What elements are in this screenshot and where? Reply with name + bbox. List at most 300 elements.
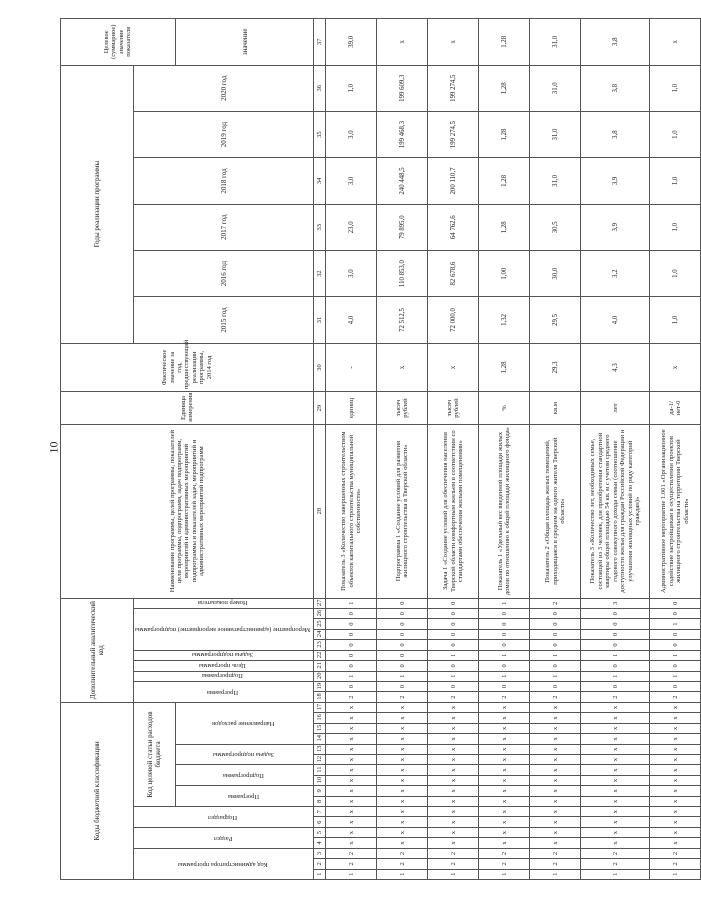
code-cell: 0 [530,640,581,650]
year-value: 240 448,5 [377,158,428,204]
year-value: 30,0 [530,250,581,296]
code-cell: х [428,702,479,712]
row-target: 31,0 [530,19,581,66]
code-cell: 0 [581,661,650,671]
code-cell: 1 [326,671,377,681]
landscape-sheet [60,18,691,880]
code-cell: 0 [428,598,479,608]
code-cell: х [377,786,428,796]
code-cell: 2 [428,848,479,858]
code-cell: 0 [479,681,530,691]
code-cell: х [377,754,428,764]
column-number: 33 [314,204,326,250]
code-cell: 0 [377,629,428,639]
year-value: 199 274,5 [428,65,479,111]
code-cell: 0 [377,608,428,618]
column-number: 2 [314,859,326,869]
code-cell: х [377,775,428,785]
code-cell: 1 [377,671,428,681]
code-cell: 0 [650,640,701,650]
code-cell: х [479,827,530,837]
row-unit: тысяч рублей [428,392,479,424]
column-number: 21 [314,661,326,671]
code-cell: х [581,838,650,848]
year-value: 199 609,3 [377,65,428,111]
column-number: 31 [314,297,326,343]
row-name: Административное мероприятие 1.001 «Организационное содействие застройщикам в осуществлении проектов жилищного строительства на территории Тверской области» [650,424,701,598]
code-cell: х [530,796,581,806]
column-number: 22 [314,650,326,660]
column-number: 11 [314,765,326,775]
code-cell: 3 [581,598,650,608]
code-cell: 0 [479,629,530,639]
row-unit: тысяч рублей [377,392,428,424]
code-cell: 0 [650,661,701,671]
a-event-header [134,608,314,650]
a-program-header-label: Программа [207,688,239,696]
column-number: 10 [314,775,326,785]
year-value: 3,2 [581,250,650,296]
year-value: 29,5 [530,297,581,343]
year-value: 1,32 [479,297,530,343]
code-cell: 1 [326,869,377,879]
value-header: значение [175,19,314,66]
subsection-header [134,807,314,828]
code-cell: 1 [377,869,428,879]
code-cell: х [581,713,650,723]
code-cell: х [377,702,428,712]
code-cell: 2 [326,692,377,702]
column-number: 34 [314,158,326,204]
code-cell: х [479,786,530,796]
name-header: Наименование программы, целей программы, показателей цели программы, подпрограмм, задач подпрограмм, мероприятий и административных мероприятий подпрограммы и показателей задач, мероприятий и административных мероприятий подпрограмм [61,424,314,598]
code-cell: 1 [479,671,530,681]
code-cell: х [581,786,650,796]
code-cell: х [377,817,428,827]
code-cell: х [428,827,479,837]
column-number: 6 [314,817,326,827]
years-header: Годы реализации программы [61,65,134,343]
column-number: 18 [314,692,326,702]
code-cell: 1 [581,671,650,681]
code-cell: х [428,744,479,754]
row-unit: кв.м [530,392,581,424]
budget-codes-header: Коды бюджетной классификации [61,702,134,879]
code-cell: 2 [530,692,581,702]
code-cell: х [650,734,701,744]
row-fact: х [428,343,479,392]
code-cell: х [377,838,428,848]
column-number: 20 [314,671,326,681]
code-cell: 1 [428,650,479,660]
code-cell: х [650,723,701,733]
code-cell: 1 [428,671,479,681]
code-cell: 0 [326,619,377,629]
code-cell: х [530,775,581,785]
row-fact: 29,3 [530,343,581,392]
code-cell: х [530,734,581,744]
code-cell: 0 [650,629,701,639]
code-cell: 0 [377,681,428,691]
code-cell: 0 [377,650,428,660]
row-name: Задача 1 «Создание условий для обеспечения населения Тверской области комфортным жильем в соответствии со стандартами обеспечения жилыми помещениями» [428,424,479,598]
code-cell: х [581,723,650,733]
a-indicator-header [134,598,314,608]
program-header [175,786,314,807]
code-cell: х [326,734,377,744]
code-cell: 0 [377,661,428,671]
code-cell: х [377,827,428,837]
code-cell: 2 [530,859,581,869]
code-cell: 0 [581,608,650,618]
a-indicator-header-label: Номер показателя [197,598,248,606]
code-cell: х [377,807,428,817]
code-cell: 1 [581,650,650,660]
code-cell: х [326,786,377,796]
year-value: 64 762,6 [428,204,479,250]
row-fact: 1,28 [479,343,530,392]
row-target: 3,8 [581,19,650,66]
code-cell: х [479,817,530,827]
subsection-header-label: Подраздел [208,813,238,821]
unit-header: Единица измерения [61,392,314,424]
code-cell: х [650,807,701,817]
subprogram-header [175,765,314,786]
row-fact: - [326,343,377,392]
column-number: 37 [314,19,326,66]
year-value: 31,0 [530,111,581,157]
code-cell: 1 [650,671,701,681]
code-cell: х [530,838,581,848]
code-cell: х [530,754,581,764]
code-cell: 2 [377,859,428,869]
code-cell: х [650,827,701,837]
code-cell: 1 [650,869,701,879]
code-cell: х [479,713,530,723]
subprogram-task-header-label: Задача подпрограммы [213,751,275,759]
code-cell: 0 [650,598,701,608]
code-cell: х [530,807,581,817]
code-cell: х [650,817,701,827]
row-name: Показатель 3 «Количество лет, необходимых семье, состоящей из 3 человек, для приобретения стандартной квартиры общей площадью 54 кв. м с учетом среднего годового совокупного дохода семьи (соотношение доступности жилья для граждан Российской Федерации и улучшения жилищных условий по ряду категорий граждан)» [581,424,650,598]
column-number: 9 [314,786,326,796]
code-cell: 1 [650,619,701,629]
column-number: 36 [314,65,326,111]
code-cell: 1 [650,650,701,660]
code-cell: х [479,765,530,775]
year-y2018-header: 2018 год [134,158,314,204]
column-number: 26 [314,608,326,618]
code-cell: х [428,734,479,744]
code-cell: х [650,775,701,785]
code-cell: 1 [530,671,581,681]
row-name: Показатель 1 «Удельный вес введенной площади жилых домов по отношению к общей площади жилищного фонда» [479,424,530,598]
column-number: 13 [314,744,326,754]
column-number: 27 [314,598,326,608]
year-value: 3,0 [326,250,377,296]
row-name: Подпрограмма 1 «Создание условий для развития жилищного строительства в Тверской области» [377,424,428,598]
code-cell: 2 [479,859,530,869]
code-cell: х [428,817,479,827]
row-fact: 4,3 [581,343,650,392]
column-number: 30 [314,343,326,392]
a-program-header [134,681,314,702]
year-y2017-header: 2017 год [134,204,314,250]
a-task-header-label: Задача подпрограммы [192,651,254,659]
code-cell: 1 [479,598,530,608]
code-cell: 0 [377,640,428,650]
year-value: 1,0 [650,204,701,250]
code-cell: 0 [326,629,377,639]
a-goal-header [134,661,314,671]
section-header [134,827,314,848]
code-cell: 0 [377,598,428,608]
code-cell: х [581,765,650,775]
column-number: 1 [314,869,326,879]
row-unit: да-1/ нет-0 [650,392,701,424]
code-cell: 0 [479,608,530,618]
column-number: 16 [314,713,326,723]
year-y2015-header: 2015 год [134,297,314,343]
year-value: 110 853,0 [377,250,428,296]
code-cell: х [326,702,377,712]
code-cell: х [581,702,650,712]
code-cell: х [650,765,701,775]
code-cell: х [377,734,428,744]
year-y2016-header: 2016 год [134,250,314,296]
column-number: 29 [314,392,326,424]
column-number: 35 [314,111,326,157]
row-unit: лет [581,392,650,424]
code-cell: х [428,796,479,806]
table-row [581,19,650,880]
code-cell: х [581,744,650,754]
code-cell: х [377,713,428,723]
code-cell: х [326,744,377,754]
code-cell: х [581,827,650,837]
expense-direction-header [175,702,314,744]
year-value: 82 678,6 [428,250,479,296]
expense-direction-header-label: Направление расходов [212,719,275,727]
table-row [377,19,428,880]
code-cell: х [479,702,530,712]
code-cell: 2 [377,692,428,702]
code-cell: х [479,775,530,785]
code-cell: х [581,775,650,785]
code-cell: 0 [581,681,650,691]
admin-code-header-label: Код администратора программы [177,860,268,868]
code-cell: х [581,796,650,806]
code-cell: х [326,838,377,848]
row-name: Показатель 3 «Количество завершенных строительством объектов капитального строительства муниципальной собственности» [326,424,377,598]
year-value: 3,8 [581,65,650,111]
year-value: 199 468,3 [377,111,428,157]
year-value: 31,0 [530,158,581,204]
code-cell: х [530,744,581,754]
row-unit: % [479,392,530,424]
year-value: 199 274,5 [428,111,479,157]
code-cell: х [428,838,479,848]
code-cell: х [581,817,650,827]
code-cell: 1 [581,869,650,879]
code-cell: х [428,775,479,785]
code-cell: х [428,765,479,775]
code-cell: 0 [326,640,377,650]
fact-header: Фактическое значение за год, предшествующий реализации программы, 2014 год [61,343,314,392]
year-value: 3,8 [581,111,650,157]
column-number: 15 [314,723,326,733]
column-number: 24 [314,629,326,639]
code-cell: х [650,796,701,806]
column-number: 32 [314,250,326,296]
code-cell: х [530,702,581,712]
target-article-header: Код целевой статьи расходов бюджета [134,702,176,806]
code-cell: х [581,807,650,817]
row-target: 1,28 [479,19,530,66]
column-number: 19 [314,681,326,691]
code-cell: х [530,713,581,723]
code-cell: 2 [428,692,479,702]
code-cell: х [530,765,581,775]
code-cell: х [428,786,479,796]
code-cell: 2 [326,848,377,858]
rotated-table-stage [60,18,691,880]
column-number: 23 [314,640,326,650]
code-cell: 0 [650,608,701,618]
code-cell: х [479,754,530,764]
code-cell: 0 [581,640,650,650]
table-row [326,19,377,880]
page-number: 10 [46,441,61,454]
code-cell: 1 [530,650,581,660]
row-unit: единиц [326,392,377,424]
code-cell: 2 [530,848,581,858]
code-cell: 0 [530,661,581,671]
code-cell: х [650,754,701,764]
year-value: 4,0 [581,297,650,343]
code-cell: 2 [650,859,701,869]
column-number: 14 [314,734,326,744]
column-number: 17 [314,702,326,712]
code-cell: х [377,765,428,775]
code-cell: х [479,723,530,733]
code-cell: 2 [581,692,650,702]
code-cell: 0 [530,619,581,629]
year-value: 72 512,5 [377,297,428,343]
column-number: 12 [314,754,326,764]
target-header: Целевое (суммарное) значение показателя [61,19,176,66]
code-cell: 0 [428,619,479,629]
a-task-header [134,650,314,660]
code-cell: 0 [377,619,428,629]
code-cell: 1 [479,650,530,660]
code-cell: 0 [428,681,479,691]
column-number: 7 [314,807,326,817]
column-number: 3 [314,848,326,858]
year-value: 3,9 [581,158,650,204]
column-number-row [314,19,326,880]
subprogram-task-header [175,744,314,765]
code-cell: 0 [530,608,581,618]
column-number: 5 [314,827,326,837]
code-cell: 2 [581,859,650,869]
code-cell: х [650,744,701,754]
row-target: х [428,19,479,66]
code-cell: 2 [428,859,479,869]
code-cell: х [650,838,701,848]
code-cell: х [428,754,479,764]
code-cell: 2 [479,848,530,858]
additional-codes-header: Дополнительный аналитический код [61,598,134,702]
code-cell: 2 [326,859,377,869]
code-cell: 0 [428,608,479,618]
code-cell: 0 [326,681,377,691]
code-cell: х [326,827,377,837]
a-subprogram-header-label: Подпрограмма [202,671,244,679]
year-value: 200 110,7 [428,158,479,204]
year-value: 1,28 [479,158,530,204]
code-cell: 2 [377,848,428,858]
code-cell: 0 [428,640,479,650]
row-name: Показатель 2 «Общая площадь жилых помещений, приходящаяся в среднем на одного жителя Тверской области» [530,424,581,598]
code-cell: 1 [479,869,530,879]
year-value: 1,0 [650,65,701,111]
code-cell: х [479,838,530,848]
year-y2019-header: 2019 год [134,111,314,157]
code-cell: х [326,817,377,827]
code-cell: х [650,713,701,723]
year-value: 1,0 [650,250,701,296]
program-header-label: Программа [228,792,260,800]
year-value: 3,9 [581,204,650,250]
row-fact: х [377,343,428,392]
code-cell: х [581,734,650,744]
code-cell: 0 [326,661,377,671]
year-value: 1,28 [479,65,530,111]
code-cell: х [650,786,701,796]
code-cell: 2 [581,848,650,858]
code-cell: х [326,765,377,775]
code-cell: 0 [581,619,650,629]
year-value: 3,0 [326,111,377,157]
table-row [428,19,479,880]
table-row [479,19,530,880]
code-cell: х [530,786,581,796]
code-cell: х [326,775,377,785]
code-cell: 0 [581,629,650,639]
year-value: 4,0 [326,297,377,343]
code-cell: 0 [479,661,530,671]
code-cell: 0 [530,629,581,639]
code-cell: х [326,807,377,817]
code-cell: 0 [650,681,701,691]
code-cell: х [479,744,530,754]
code-cell: х [530,817,581,827]
code-cell: х [479,796,530,806]
code-cell: 0 [428,629,479,639]
code-cell: 2 [650,848,701,858]
year-value: 1,0 [326,65,377,111]
year-value: 1,0 [650,111,701,157]
code-cell: х [377,796,428,806]
code-cell: х [530,827,581,837]
section-header-label: Раздел [213,834,232,842]
column-number: 4 [314,838,326,848]
code-cell: х [326,713,377,723]
year-value: 79 895,0 [377,204,428,250]
code-cell: х [377,744,428,754]
year-value: 72 000,0 [428,297,479,343]
